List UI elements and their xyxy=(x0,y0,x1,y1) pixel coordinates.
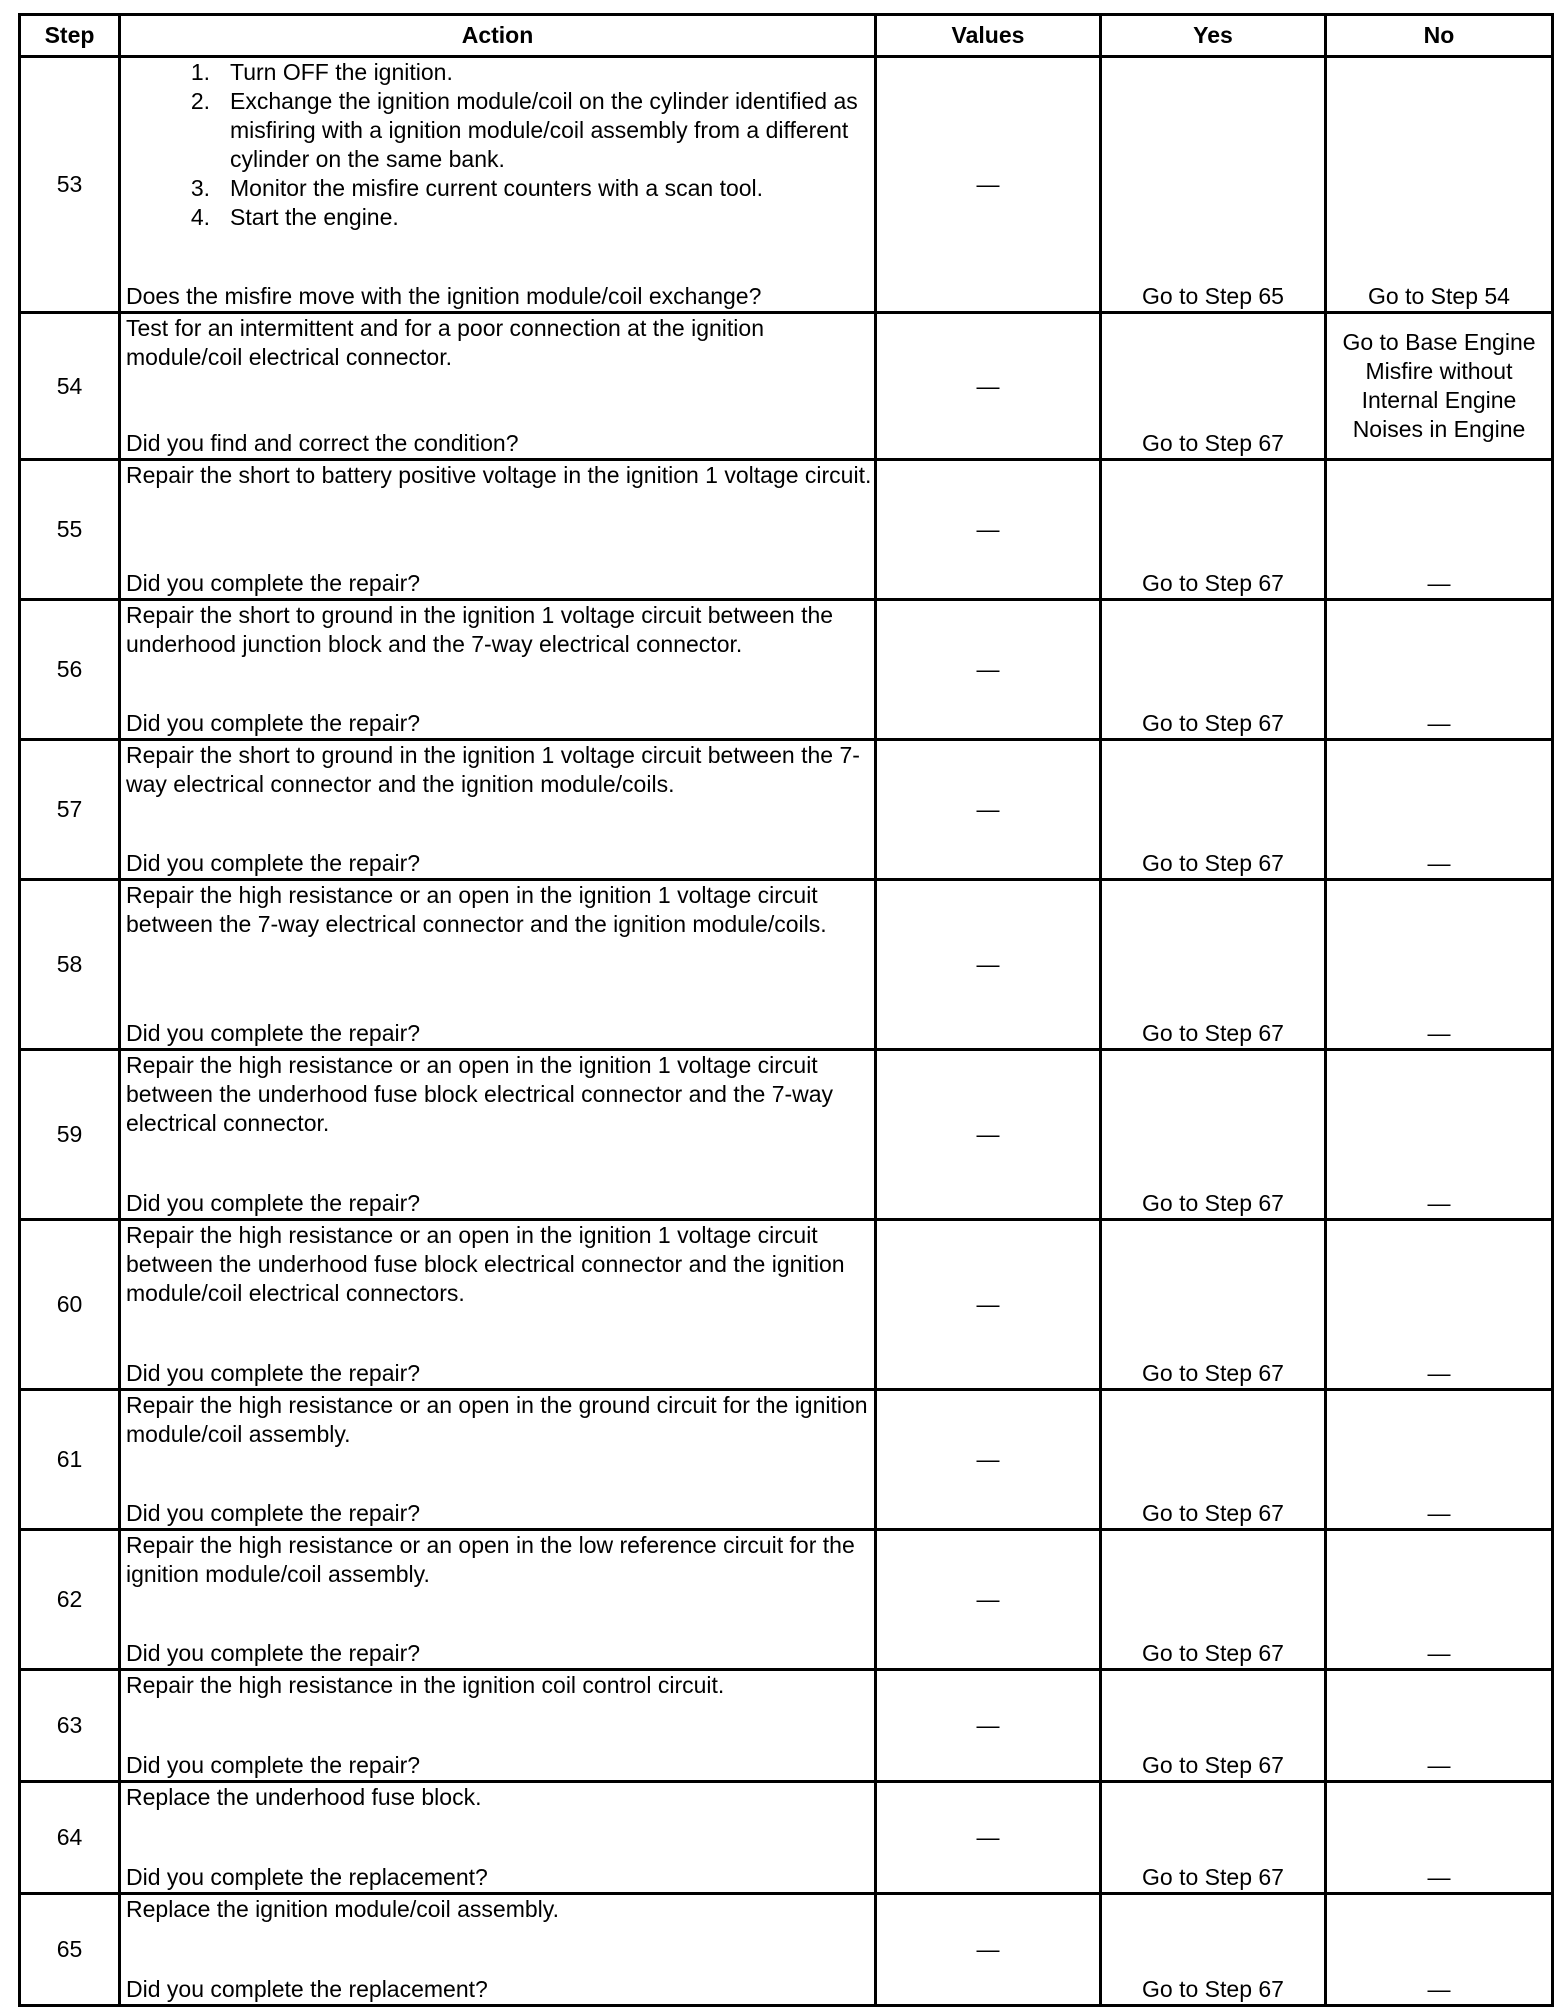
no-cell: — xyxy=(1326,1670,1553,1782)
no-cell: Go to Base Engine Misfire without Internal Engine Noises in Engine xyxy=(1326,313,1553,460)
values-cell: — xyxy=(876,1782,1101,1894)
action-cell xyxy=(120,1670,876,1782)
action-question: Did you complete the repair? xyxy=(126,1360,421,1386)
table-row xyxy=(20,460,1553,600)
yes-cell: Go to Step 67 xyxy=(1101,740,1326,880)
action-cell xyxy=(120,1220,876,1390)
step-number: 64 xyxy=(20,1782,120,1894)
header-values: Values xyxy=(876,15,1101,57)
values-cell: — xyxy=(876,1530,1101,1670)
yes-cell: Go to Step 67 xyxy=(1101,1782,1326,1894)
yes-cell: Go to Step 67 xyxy=(1101,600,1326,740)
step-number: 55 xyxy=(20,460,120,600)
action-cell xyxy=(120,600,876,740)
step-number: 58 xyxy=(20,880,120,1050)
step-number: 53 xyxy=(20,57,120,313)
action-instructions: Repair the high resistance or an open in the ignition 1 voltage circuit between the underhood fuse block electrical connector and the ignition module/coil electrical connectors. xyxy=(126,1222,845,1306)
action-question: Did you complete the repair? xyxy=(126,1640,421,1666)
action-question: Did you complete the repair? xyxy=(126,1020,421,1046)
step-number: 62 xyxy=(20,1530,120,1670)
yes-cell: Go to Step 67 xyxy=(1101,1390,1326,1530)
yes-cell: Go to Step 67 xyxy=(1101,1894,1326,2006)
step-number: 59 xyxy=(20,1050,120,1220)
action-question: Did you find and correct the condition? xyxy=(126,430,519,456)
table-row xyxy=(20,1530,1553,1670)
values-cell: — xyxy=(876,1050,1101,1220)
no-cell: — xyxy=(1326,1530,1553,1670)
no-cell: Go to Step 54 xyxy=(1326,57,1553,313)
header-no: No xyxy=(1326,15,1553,57)
action-question: Does the misfire move with the ignition module/coil exchange? xyxy=(126,283,762,309)
values-cell: — xyxy=(876,313,1101,460)
action-instructions xyxy=(126,58,872,232)
table-row xyxy=(20,1670,1553,1782)
step-number: 61 xyxy=(20,1390,120,1530)
table-row xyxy=(20,57,1553,313)
no-cell: — xyxy=(1326,1894,1553,2006)
numbered-list xyxy=(126,58,872,232)
action-cell xyxy=(120,1530,876,1670)
no-cell: — xyxy=(1326,1390,1553,1530)
action-instructions: Repair the high resistance in the ignition coil control circuit. xyxy=(126,1672,725,1698)
no-cell: — xyxy=(1326,1050,1553,1220)
no-cell: — xyxy=(1326,600,1553,740)
values-cell: — xyxy=(876,57,1101,313)
values-cell: — xyxy=(876,1670,1101,1782)
values-cell: — xyxy=(876,880,1101,1050)
action-question: Did you complete the replacement? xyxy=(126,1864,488,1890)
no-cell: — xyxy=(1326,880,1553,1050)
action-cell xyxy=(120,1050,876,1220)
action-cell xyxy=(120,460,876,600)
action-instructions: Repair the high resistance or an open in the ignition 1 voltage circuit between the 7-way electrical connector and the ignition module/coils. xyxy=(126,882,827,937)
action-cell xyxy=(120,57,876,313)
action-instructions: Repair the high resistance or an open in the low reference circuit for the ignition module/coil assembly. xyxy=(126,1532,855,1587)
action-cell xyxy=(120,313,876,460)
step-number: 63 xyxy=(20,1670,120,1782)
yes-cell: Go to Step 67 xyxy=(1101,1050,1326,1220)
yes-cell: Go to Step 67 xyxy=(1101,460,1326,600)
diagnostic-table xyxy=(18,13,1554,2007)
no-cell: — xyxy=(1326,1220,1553,1390)
step-number: 56 xyxy=(20,600,120,740)
list-item-number: 2. xyxy=(190,88,210,114)
step-number: 60 xyxy=(20,1220,120,1390)
header-step: Step xyxy=(20,15,120,57)
table-row xyxy=(20,880,1553,1050)
action-cell xyxy=(120,1782,876,1894)
no-cell: — xyxy=(1326,460,1553,600)
action-instructions: Repair the short to battery positive voltage in the ignition 1 voltage circuit. xyxy=(126,462,872,488)
yes-cell: Go to Step 65 xyxy=(1101,57,1326,313)
table-row xyxy=(20,1390,1553,1530)
action-instructions: Repair the short to ground in the ignition 1 voltage circuit between the 7-way electrical connector and the ignition module/coils. xyxy=(126,742,860,797)
action-question: Did you complete the replacement? xyxy=(126,1976,488,2002)
step-number: 57 xyxy=(20,740,120,880)
step-number: 65 xyxy=(20,1894,120,2006)
no-cell: — xyxy=(1326,1782,1553,1894)
step-number: 54 xyxy=(20,313,120,460)
values-cell: — xyxy=(876,1220,1101,1390)
values-cell: — xyxy=(876,1894,1101,2006)
header-action: Action xyxy=(120,15,876,57)
list-item-number: 4. xyxy=(190,204,210,230)
list-item-text: Turn OFF the ignition. xyxy=(230,59,453,85)
values-cell: — xyxy=(876,600,1101,740)
action-instructions: Repair the high resistance or an open in the ignition 1 voltage circuit between the underhood fuse block electrical connector and the 7-way electrical connector. xyxy=(126,1052,834,1136)
yes-cell: Go to Step 67 xyxy=(1101,1530,1326,1670)
yes-cell: Go to Step 67 xyxy=(1101,1220,1326,1390)
list-item-text: Monitor the misfire current counters with a scan tool. xyxy=(230,175,764,201)
yes-cell: Go to Step 67 xyxy=(1101,880,1326,1050)
yes-cell: Go to Step 67 xyxy=(1101,313,1326,460)
action-instructions: Repair the short to ground in the ignition 1 voltage circuit between the underhood junction block and the 7-way electrical connector. xyxy=(126,602,834,657)
table-row xyxy=(20,1220,1553,1390)
action-instructions: Replace the ignition module/coil assembly. xyxy=(126,1896,559,1922)
yes-cell: Go to Step 67 xyxy=(1101,1670,1326,1782)
list-item-number: 3. xyxy=(190,175,210,201)
action-question: Did you complete the repair? xyxy=(126,570,421,596)
table-row xyxy=(20,600,1553,740)
action-cell xyxy=(120,880,876,1050)
table-row xyxy=(20,740,1553,880)
header-row xyxy=(20,15,1553,57)
action-question: Did you complete the repair? xyxy=(126,1190,421,1216)
action-instructions: Replace the underhood fuse block. xyxy=(126,1784,482,1810)
list-item-text: Start the engine. xyxy=(230,204,399,230)
no-cell: — xyxy=(1326,740,1553,880)
values-cell: — xyxy=(876,1390,1101,1530)
action-question: Did you complete the repair? xyxy=(126,850,421,876)
action-question: Did you complete the repair? xyxy=(126,1752,421,1778)
action-question: Did you complete the repair? xyxy=(126,1500,421,1526)
table-row xyxy=(20,1050,1553,1220)
values-cell: — xyxy=(876,460,1101,600)
list-item xyxy=(126,87,872,174)
action-cell xyxy=(120,1894,876,2006)
action-cell xyxy=(120,1390,876,1530)
action-instructions: Test for an intermittent and for a poor connection at the ignition module/coil electrical connector. xyxy=(126,315,764,370)
table-row xyxy=(20,313,1553,460)
action-question: Did you complete the repair? xyxy=(126,710,421,736)
list-item-text: Exchange the ignition module/coil on the cylinder identified as misfiring with a ignition module/coil assembly from a different cylinder on the same bank. xyxy=(230,88,858,172)
table-row xyxy=(20,1782,1553,1894)
list-item xyxy=(126,174,872,203)
header-yes: Yes xyxy=(1101,15,1326,57)
table-row xyxy=(20,1894,1553,2006)
list-item-number: 1. xyxy=(190,59,210,85)
list-item xyxy=(126,203,872,232)
action-cell xyxy=(120,740,876,880)
list-item xyxy=(126,58,872,87)
values-cell: — xyxy=(876,740,1101,880)
action-instructions: Repair the high resistance or an open in the ground circuit for the ignition module/coil assembly. xyxy=(126,1392,868,1447)
